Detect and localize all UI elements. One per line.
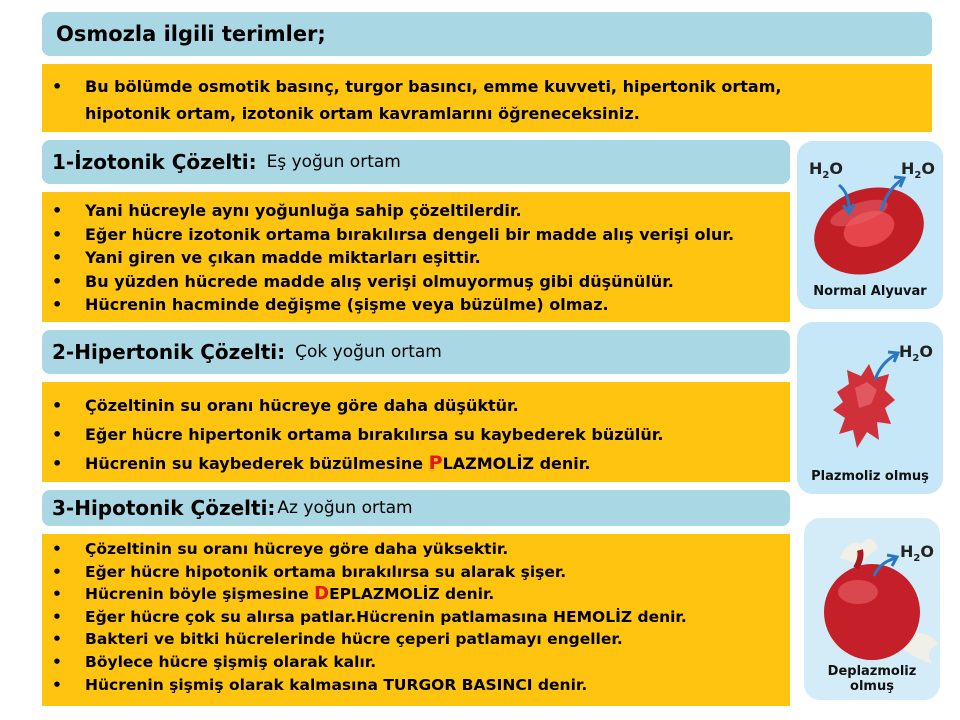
term-turgor: TURGOR BASINCI: [383, 675, 533, 694]
panel-plazmoliz: [797, 322, 943, 494]
water-label: $H_2O$: [809, 159, 843, 182]
water-label: $H_2O$: [899, 342, 933, 365]
list-item: • Bakteri ve bitki hücrelerinde hücre çeperi patlamayı engeller.: [42, 628, 790, 651]
list-item: • Hücrenin su kaybederek büzülmesine PLAZMOLİZ denir.: [42, 449, 790, 478]
image-caption: Plazmoliz olmuş: [811, 469, 929, 484]
intro-item: • Bu bölümde osmotik basınç, turgor basıncı, emme kuvveti, hipertonik ortam, hipotonik ortam, izotonik ortam kavramlarını öğreneceksiniz.: [42, 73, 932, 127]
section-hipotonik-box: [42, 534, 790, 706]
section-heading: 2-Hipertonik Çözelti:: [52, 340, 286, 364]
list-item: • Hücrenin böyle şişmesine DEPLAZMOLİZ denir.: [42, 583, 790, 606]
section-subtitle: Çok yoğun ortam: [295, 342, 442, 362]
section-hipertonik-box: [42, 382, 790, 482]
highlight-letter: D: [314, 583, 330, 605]
image-caption: Normal Alyuvar: [813, 284, 927, 299]
section-izotonik-header: [42, 140, 790, 184]
list-item: • Eğer hücre hipotonik ortama bırakılırsa su alarak şişer.: [42, 561, 790, 584]
title-bar: [42, 12, 932, 56]
list-item: • Eğer hücre izotonik ortama bırakılırsa dengeli bir madde alış verişi olur.: [42, 223, 790, 247]
list-item: • Yani hücreyle aynı yoğunluğa sahip çözeltilerdir.: [42, 199, 790, 223]
list-item: • Çözeltinin su oranı hücreye göre daha yüksektir.: [42, 538, 790, 561]
intro-box: [42, 64, 932, 132]
panel-deplazmoliz: [804, 518, 940, 700]
panel-normal-alyuvar: [797, 141, 943, 309]
section-izotonik-box: [42, 192, 790, 322]
image-caption: Deplazmoliz olmuş: [827, 664, 917, 694]
list-item: • Eğer hücre hipertonik ortama bırakılırsa su kaybederek büzülür.: [42, 420, 790, 449]
list-item: • Eğer hücre çok su alırsa patlar.Hücrenin patlamasına HEMOLİZ denir.: [42, 606, 790, 629]
term-hemoliz: HEMOLİZ: [553, 607, 633, 626]
term-plazmoliz: LAZMOLİZ: [442, 454, 535, 473]
page-title: Osmozla ilgili terimler;: [56, 22, 326, 46]
highlight-letter: P: [428, 452, 443, 474]
section-heading: 1-İzotonik Çözelti:: [52, 150, 257, 174]
list-item: • Bu yüzden hücrede madde alış verişi olmuyormuş gibi düşünülür.: [42, 270, 790, 294]
section-hipertonik-header: [42, 330, 790, 374]
section-hipotonik-header: [42, 490, 790, 526]
water-label: $H_2O$: [901, 159, 935, 182]
list-item: • Yani giren ve çıkan madde miktarları eşittir.: [42, 246, 790, 270]
section-subtitle: Az yoğun ortam: [277, 498, 413, 518]
list-item: • Çözeltinin su oranı hücreye göre daha düşüktür.: [42, 391, 790, 420]
list-item: • Böylece hücre şişmiş olarak kalır.: [42, 651, 790, 674]
list-item: • Hücrenin hacminde değişme (şişme veya büzülme) olmaz.: [42, 293, 790, 317]
water-label: $H_2O$: [900, 542, 934, 565]
term-deplazmoliz: EPLAZMOLİZ: [329, 585, 440, 604]
section-subtitle: Eş yoğun ortam: [266, 152, 401, 172]
list-item: • Hücrenin şişmiş olarak kalmasına TURGOR BASINCI denir.: [42, 674, 790, 697]
section-heading: 3-Hipotonik Çözelti:: [52, 496, 276, 520]
